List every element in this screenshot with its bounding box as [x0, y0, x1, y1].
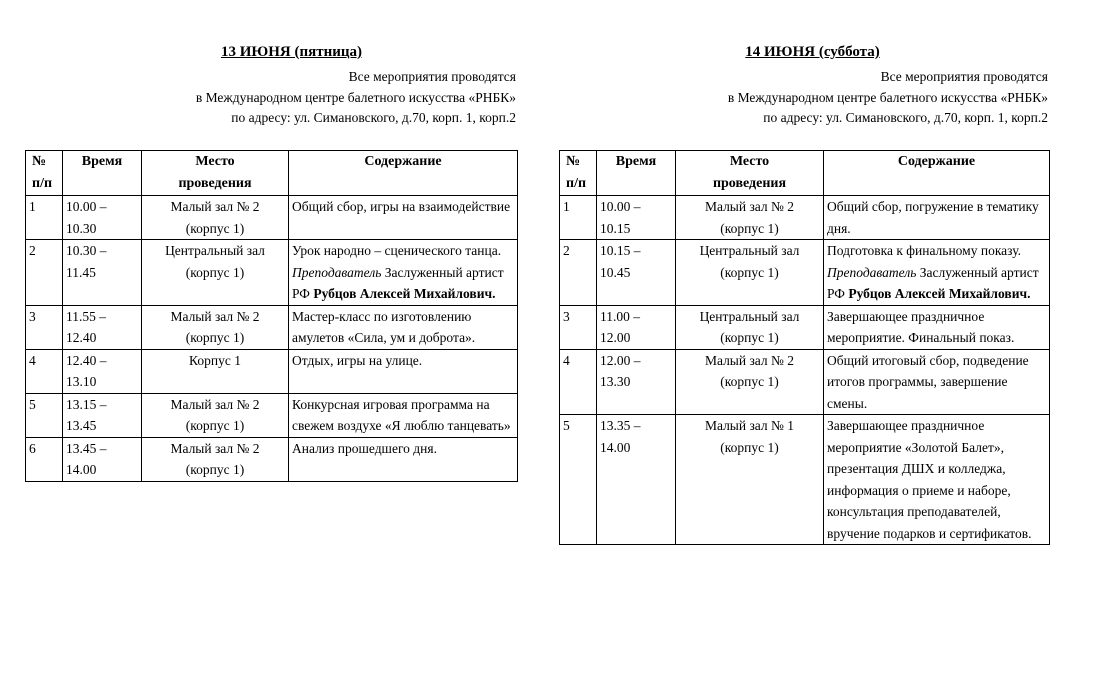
row-content: Общий итоговый сбор, подведение итогов программы, завершение смены. — [824, 349, 1050, 415]
teacher-name: Рубцов Алексей Михайлович. — [848, 286, 1031, 301]
row-content: Общий сбор, погружение в тематику дня. — [824, 196, 1050, 240]
row-place: Корпус 1 — [142, 349, 289, 393]
header-place: Место проведения — [142, 151, 289, 196]
row-content: Конкурсная игровая программа на свежем воздухе «Я люблю танцевать» — [289, 393, 518, 437]
row-time: 10.00 – 10.15 — [597, 196, 676, 240]
row-place: Центральный зал (корпус 1) — [676, 305, 824, 349]
venue-line: в Международном центре балетного искусства «РНБК» — [195, 89, 516, 105]
teacher-title: Заслуженный артист РФ — [292, 264, 504, 301]
row-content: Завершающее праздничное мероприятие. Финальный показ. — [824, 305, 1050, 349]
row-time: 10.30 – 11.45 — [63, 240, 142, 306]
table-row — [560, 415, 1050, 545]
teacher-label: Преподаватель — [292, 264, 382, 280]
teacher-name: Рубцов Алексей Михайлович. — [313, 286, 496, 301]
row-time: 13.35 – 14.00 — [597, 415, 676, 545]
row-time: 10.15 – 10.45 — [597, 240, 676, 306]
table-row — [26, 437, 518, 481]
row-place: Малый зал № 2 (корпус 1) — [676, 196, 824, 240]
header-time: Время — [63, 151, 142, 196]
row-content: Общий сбор, игры на взаимодействие — [289, 196, 518, 240]
row-content: Отдых, игры на улице. — [289, 349, 518, 393]
header-time: Время — [597, 151, 676, 196]
header-place: Место проведения — [676, 151, 824, 196]
header-num: № п/п — [560, 151, 597, 196]
row-num: 6 — [26, 437, 63, 481]
row-time: 12.40 – 13.10 — [63, 349, 142, 393]
venue-line: по адресу: ул. Симановского, д.70, корп. 1, корп.2 — [231, 110, 516, 125]
row-time: 10.00 – 10.30 — [63, 196, 142, 240]
table-row — [560, 305, 1050, 349]
day-title: 14 ИЮНЯ (суббота) — [745, 44, 880, 60]
row-time: 13.15 – 13.45 — [63, 393, 142, 437]
venue-line: в Международном центре балетного искусства «РНБК» — [727, 89, 1048, 105]
day-title: 13 ИЮНЯ (пятница) — [220, 44, 363, 60]
row-time: 11.00 – 12.00 — [597, 305, 676, 349]
row-time: 12.00 – 13.30 — [597, 349, 676, 415]
row-num: 4 — [560, 349, 597, 415]
teacher-label: Преподаватель — [827, 264, 917, 280]
row-num: 5 — [560, 415, 597, 545]
row-place: Центральный зал (корпус 1) — [142, 240, 289, 306]
row-place: Малый зал № 2 (корпус 1) — [142, 305, 289, 349]
table-row — [26, 305, 518, 349]
row-place: Малый зал № 2 (корпус 1) — [142, 196, 289, 240]
row-num: 1 — [26, 196, 63, 240]
row-content: Мастер-класс по изготовлению амулетов «Сила, ум и доброта». — [289, 305, 518, 349]
row-content: Завершающее праздничное мероприятие «Золотой Балет», презентация ДШХ и колледжа, информация о приеме и наборе, консультация преподавателей, вручение подарков и сертификатов. — [824, 415, 1050, 545]
row-content: Анализ прошедшего дня. — [289, 437, 518, 481]
teacher-title: Заслуженный артист РФ — [827, 264, 1039, 301]
table-header-row — [26, 151, 518, 196]
row-place: Малый зал № 1 (корпус 1) — [676, 415, 824, 545]
schedule-table — [559, 150, 1050, 545]
venue-line: Все мероприятия проводятся — [348, 69, 516, 84]
table-row — [560, 349, 1050, 415]
row-place: Малый зал № 2 (корпус 1) — [142, 437, 289, 481]
row-content: Урок народно – сценического танца. Преподаватель Заслуженный артист РФ Рубцов Алексей Михайлович. — [289, 240, 518, 306]
table-row — [26, 393, 518, 437]
table-row — [26, 196, 518, 240]
venue-info — [196, 67, 516, 129]
row-num: 3 — [560, 305, 597, 349]
row-place: Центральный зал (корпус 1) — [676, 240, 824, 306]
venue-line: по адресу: ул. Симановского, д.70, корп. 1, корп.2 — [763, 110, 1048, 125]
row-num: 5 — [26, 393, 63, 437]
schedule-table — [25, 150, 518, 482]
row-num: 2 — [560, 240, 597, 306]
row-num: 1 — [560, 196, 597, 240]
row-time: 11.55 – 12.40 — [63, 305, 142, 349]
row-place: Малый зал № 2 (корпус 1) — [142, 393, 289, 437]
table-header-row — [560, 151, 1050, 196]
row-content: Подготовка к финальному показу. Преподаватель Заслуженный артист РФ Рубцов Алексей Михайлович. — [824, 240, 1050, 306]
row-num: 2 — [26, 240, 63, 306]
venue-info — [728, 67, 1048, 129]
venue-line: Все мероприятия проводятся — [880, 69, 1048, 84]
row-num: 4 — [26, 349, 63, 393]
table-row — [26, 240, 518, 306]
header-num: № п/п — [26, 151, 63, 196]
row-num: 3 — [26, 305, 63, 349]
table-row — [560, 196, 1050, 240]
row-time: 13.45 – 14.00 — [63, 437, 142, 481]
header-content: Содержание — [824, 151, 1050, 196]
header-content: Содержание — [289, 151, 518, 196]
row-place: Малый зал № 2 (корпус 1) — [676, 349, 824, 415]
table-row — [26, 349, 518, 393]
table-row — [560, 240, 1050, 306]
